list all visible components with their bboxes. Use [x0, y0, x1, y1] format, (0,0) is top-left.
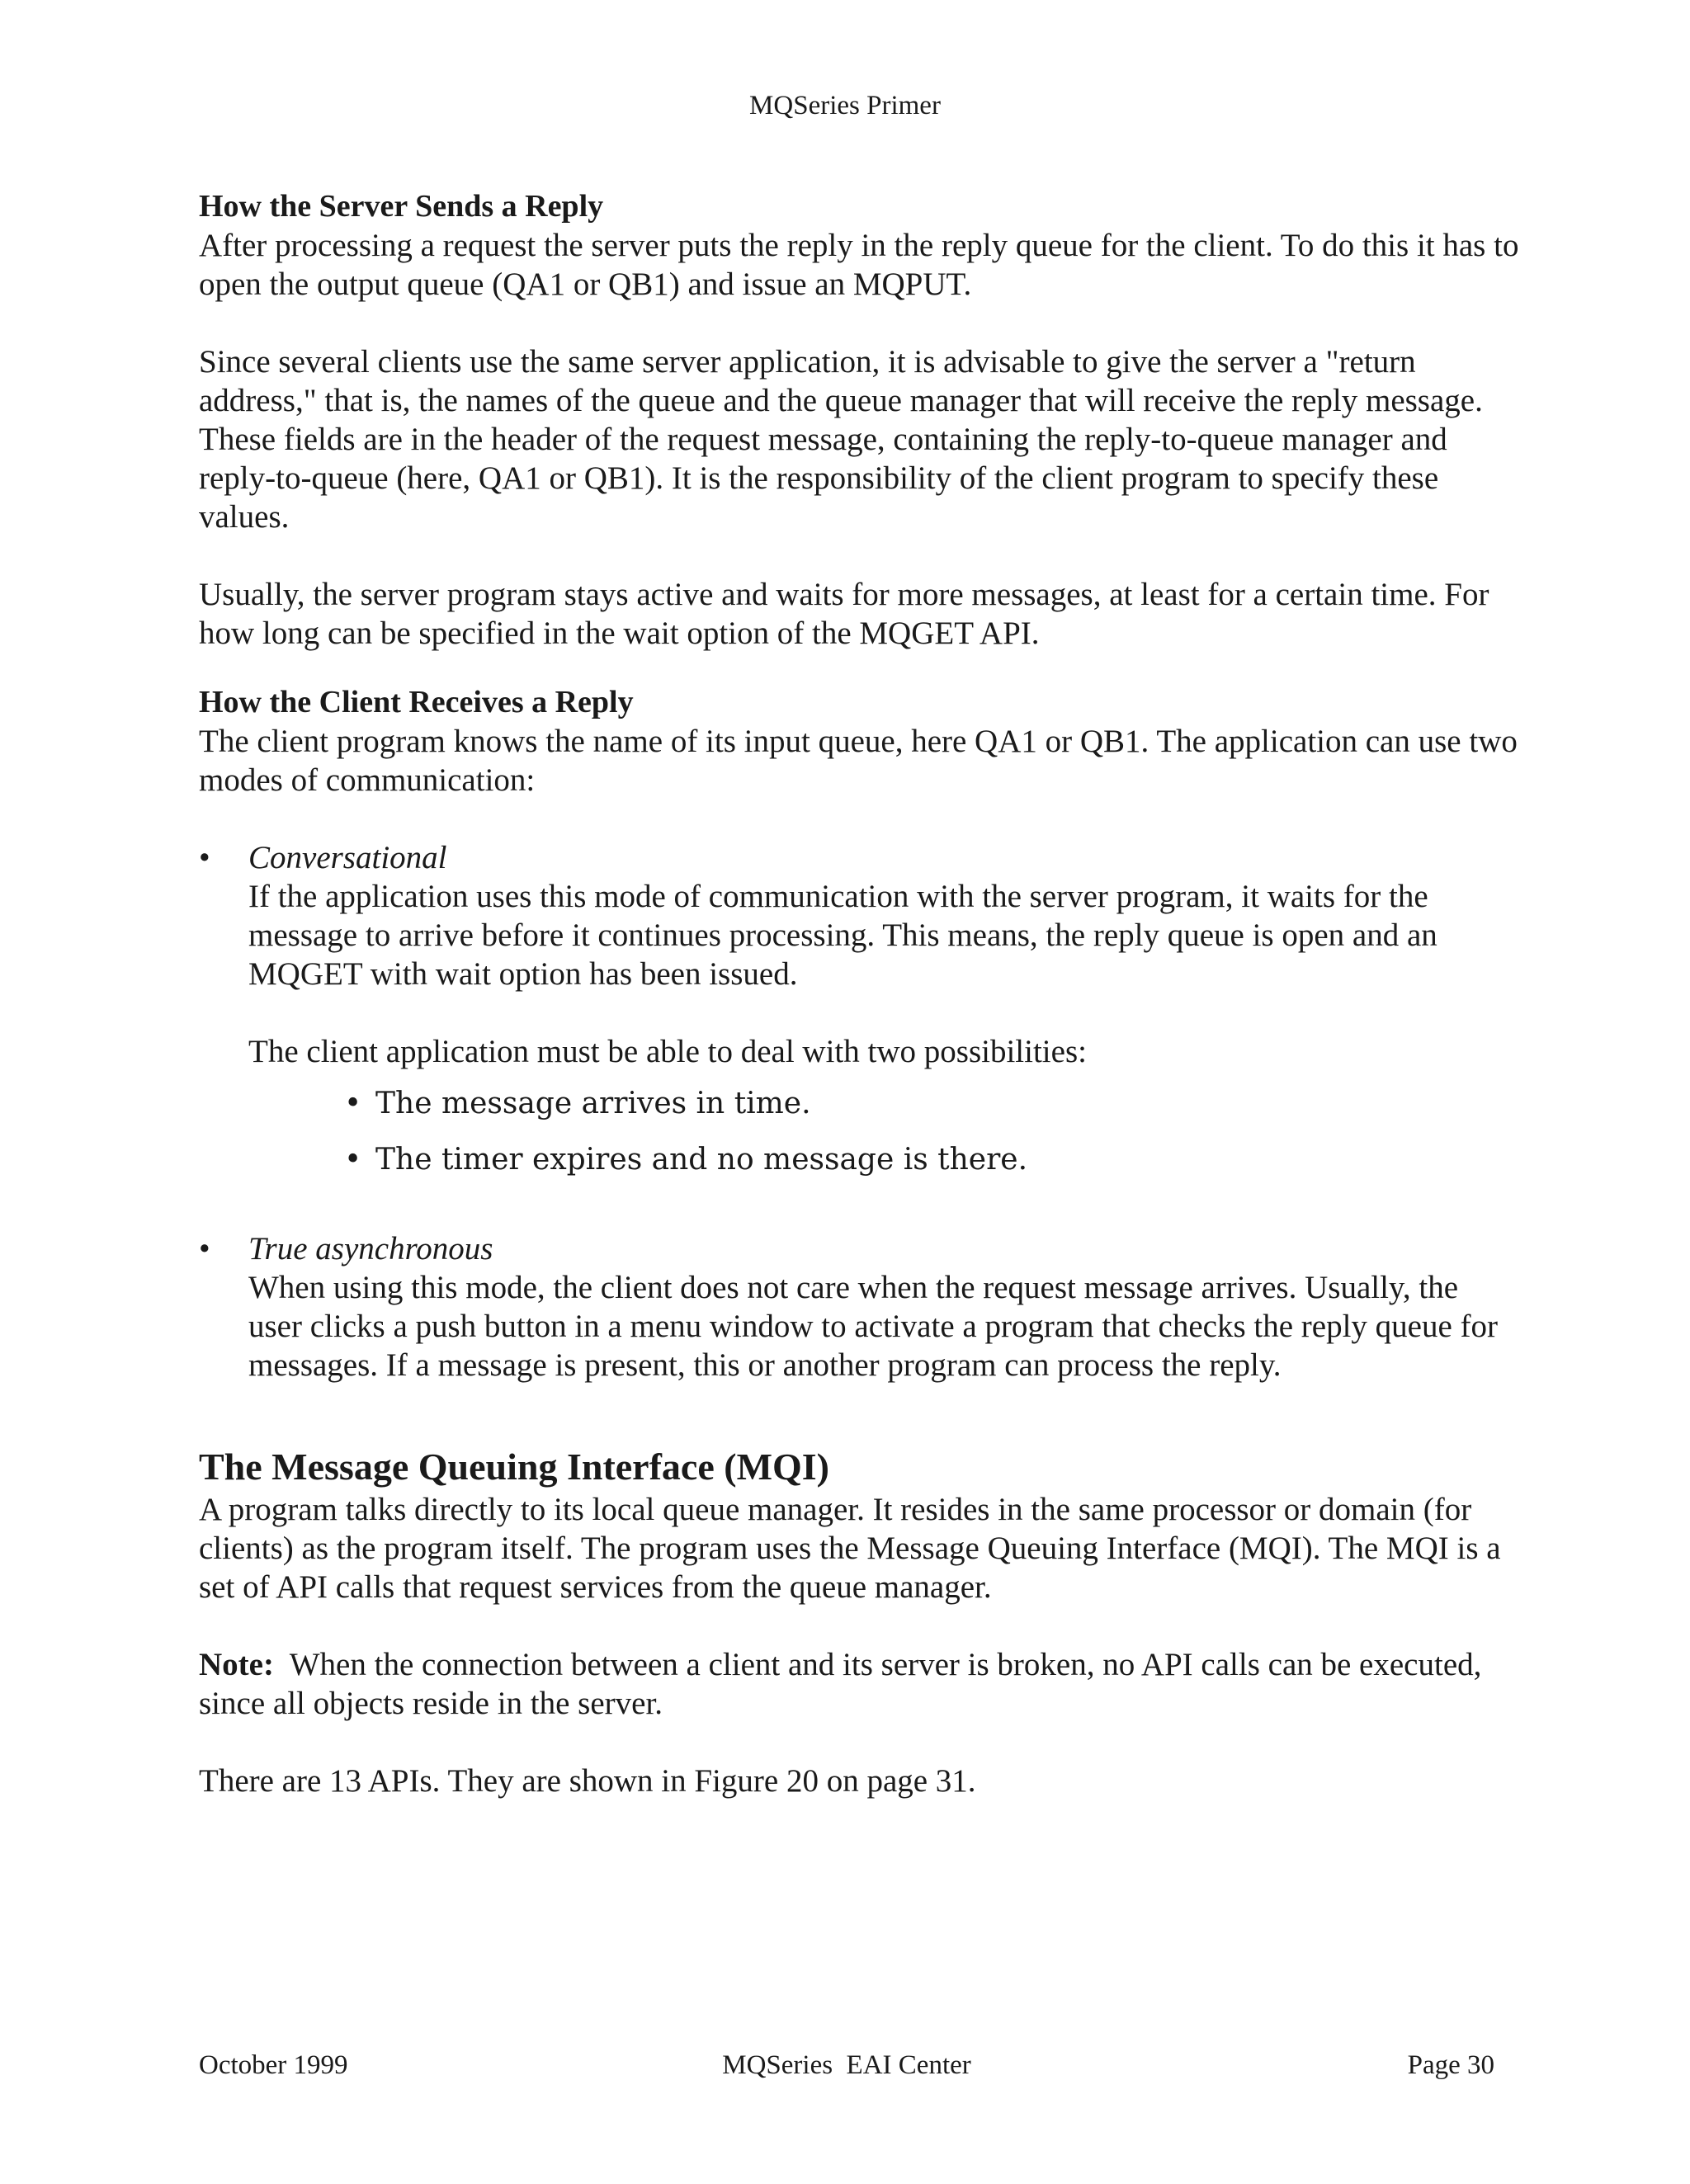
bullet-icon: • [199, 1231, 210, 1267]
footer-date: October 1999 [199, 2050, 348, 2080]
bullet-icon: • [344, 1143, 362, 1177]
bullet-icon: • [344, 1087, 362, 1120]
heading-mqi: The Message Queuing Interface (MQI) [199, 1446, 829, 1488]
footer-center-title: MQSeries EAI Center [722, 2050, 971, 2080]
paragraph: Usually, the server program stays active and waits for more messages, at least for a certain time. For how long can be specified in the wait option of the MQGET API. [199, 577, 1489, 651]
footer-page-number: Page 30 [1407, 2050, 1494, 2080]
page-body [199, 186, 1519, 1800]
paragraph: The client program knows the name of its input queue, here QA1 or QB1. The application can use two modes of communication: [199, 724, 1518, 798]
note-paragraph [199, 1645, 1519, 1723]
heading-client-receives-reply: How the Client Receives a Reply [199, 685, 634, 719]
paragraph: After processing a request the server puts the reply in the reply queue for the client. To do this it has to open the output queue (QA1 or QB1) and issue an MQPUT. [199, 228, 1519, 302]
list-item-conversational [199, 838, 1519, 1071]
heading-server-sends-reply: How the Server Sends a Reply [199, 189, 604, 224]
mode-term: Conversational [248, 840, 447, 875]
mode-followup: The client application must be able to deal with two possibilities: [248, 1034, 1087, 1069]
mode-term: True asynchronous [248, 1231, 493, 1267]
note-text: When the connection between a client and its server is broken, no API calls can be executed, since all objects reside in the server. [199, 1647, 1490, 1721]
mode-description: When using this mode, the client does not care when the request message arrives. Usually, the user clicks a push button in a menu window to activate a program that checks the reply queue for messages. If a message is present, this or another program can process the reply. [248, 1270, 1499, 1383]
sub-list-text: The timer expires and no message is there. [375, 1143, 1028, 1177]
sub-list-text: The message arrives in time. [375, 1087, 811, 1120]
note-label: Note: [199, 1647, 274, 1682]
sub-list-item [199, 1132, 1519, 1188]
bullet-icon: • [199, 840, 210, 875]
mode-description: If the application uses this mode of communication with the server program, it waits for the message to arrive before it continues processing. This means, the reply queue is open and an MQGET with wait option has been issued. [248, 879, 1437, 992]
list-item-true-asynchronous [199, 1229, 1519, 1384]
paragraph: A program talks directly to its local queue manager. It resides in the same processor or domain (for clients) as the program itself. The program uses the Message Queuing Interface (MQI). The MQI is a set of API calls that request services from the queue manager. [199, 1492, 1501, 1605]
paragraph: There are 13 APIs. They are shown in Figure 20 on page 31. [199, 1763, 976, 1799]
sub-list-item [199, 1076, 1519, 1132]
running-header: MQSeries Primer [749, 91, 941, 120]
paragraph: Since several clients use the same server application, it is advisable to give the server a "return address," that is, the names of the queue and the queue manager that will receive the reply message. These fields are in the header of the request message, containing the reply-to-queue manager and reply-to-queue (here, QA1 or QB1). It is the responsibility of the client program to specify these values. [199, 344, 1483, 535]
